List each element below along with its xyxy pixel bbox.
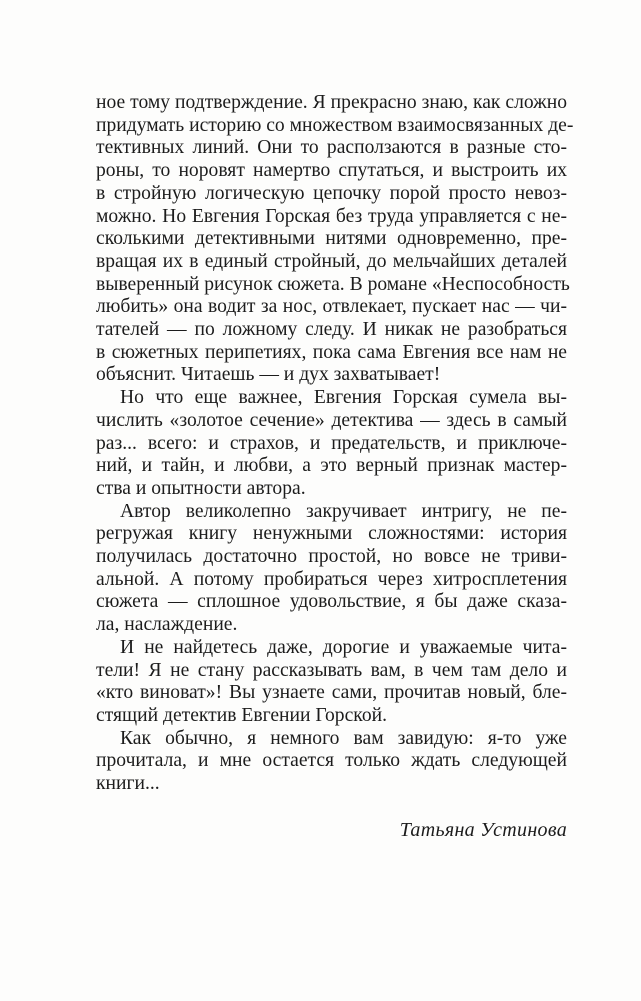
text-line: тели! Я не стану рассказывать вам, в чем там дело и — [96, 659, 567, 681]
text-line: в стройную логическую цепочку порой просто невоз- — [96, 182, 567, 204]
text-line: «кто виноват»! Вы узнаете сами, прочитав новый, бле- — [96, 682, 567, 704]
text-line: ла, наслаждение. — [96, 614, 238, 636]
text-line: Автор великолепно закручивает интригу, не пе- — [120, 500, 567, 522]
text-line: альной. А потому пробираться через хитросплетения — [96, 568, 567, 590]
text-line: стящий детектив Евгении Горской. — [96, 704, 388, 726]
text-line: книги... — [96, 773, 160, 795]
text-line: тективных линий. Они то расползаются в разные сто- — [96, 137, 567, 159]
text-line: объяснит. Читаешь — и дух захватывает! — [96, 364, 441, 386]
text-line: в сюжетных перипетиях, пока сама Евгения все нам не — [96, 341, 567, 363]
text-line: вращая их в единый стройный, до мельчайших деталей — [96, 250, 567, 272]
text-line: сюжета — сплошное удовольствие, я бы даже сказа- — [96, 591, 567, 613]
paragraph — [96, 387, 567, 501]
text-line: числить «золотое сечение» детектива — здесь в самый — [96, 409, 567, 431]
text-line: ное тому подтверждение. Я прекрасно знаю, как сложно — [96, 92, 567, 113]
text-line: ства и опытности автора. — [96, 477, 306, 499]
text-line: придумать историю со множеством взаимосвязанных де- — [96, 114, 574, 136]
paragraph — [96, 637, 567, 728]
paragraph — [96, 92, 574, 387]
author-signature: Татьяна Устинова — [399, 818, 567, 841]
paragraph — [96, 728, 567, 796]
text-line: можно. Но Евгения Горская без труда управляется с не- — [96, 205, 567, 227]
text-line: ний, и тайн, и любви, а это верный признак мастер- — [96, 455, 567, 477]
text-line: Как обычно, я немного вам завидую: я-то уже — [120, 727, 567, 749]
text-line: тателей — по ложному следу. И никак не разобраться — [96, 319, 567, 341]
text-line: Но что еще важнее, Евгения Горская сумела вы- — [120, 387, 567, 409]
paragraph — [96, 501, 567, 637]
text-line: получилась достаточно простой, но вовсе не триви- — [96, 546, 567, 568]
text-line: сколькими детективными нитями одновременно, пре- — [96, 228, 567, 250]
text-line: И не найдетесь даже, дорогие и уважаемые чита- — [120, 636, 567, 658]
paragraphs-container — [96, 92, 574, 796]
text-line: любить» она водит за нос, отвлекает, пускает нас — чи- — [96, 296, 567, 318]
text-line: регружая книгу ненужными сложностями: история — [96, 523, 567, 545]
text-line: прочитала, и мне остается только ждать следующей — [96, 750, 567, 772]
text-line: выверенный рисунок сюжета. В романе «Неспособность — [96, 273, 570, 295]
body-text — [96, 92, 574, 842]
text-line: раз... всего: и страхов, и предательств, и приключе- — [96, 432, 567, 454]
text-line: роны, то норовят намертво спутаться, и выстроить их — [96, 160, 567, 182]
